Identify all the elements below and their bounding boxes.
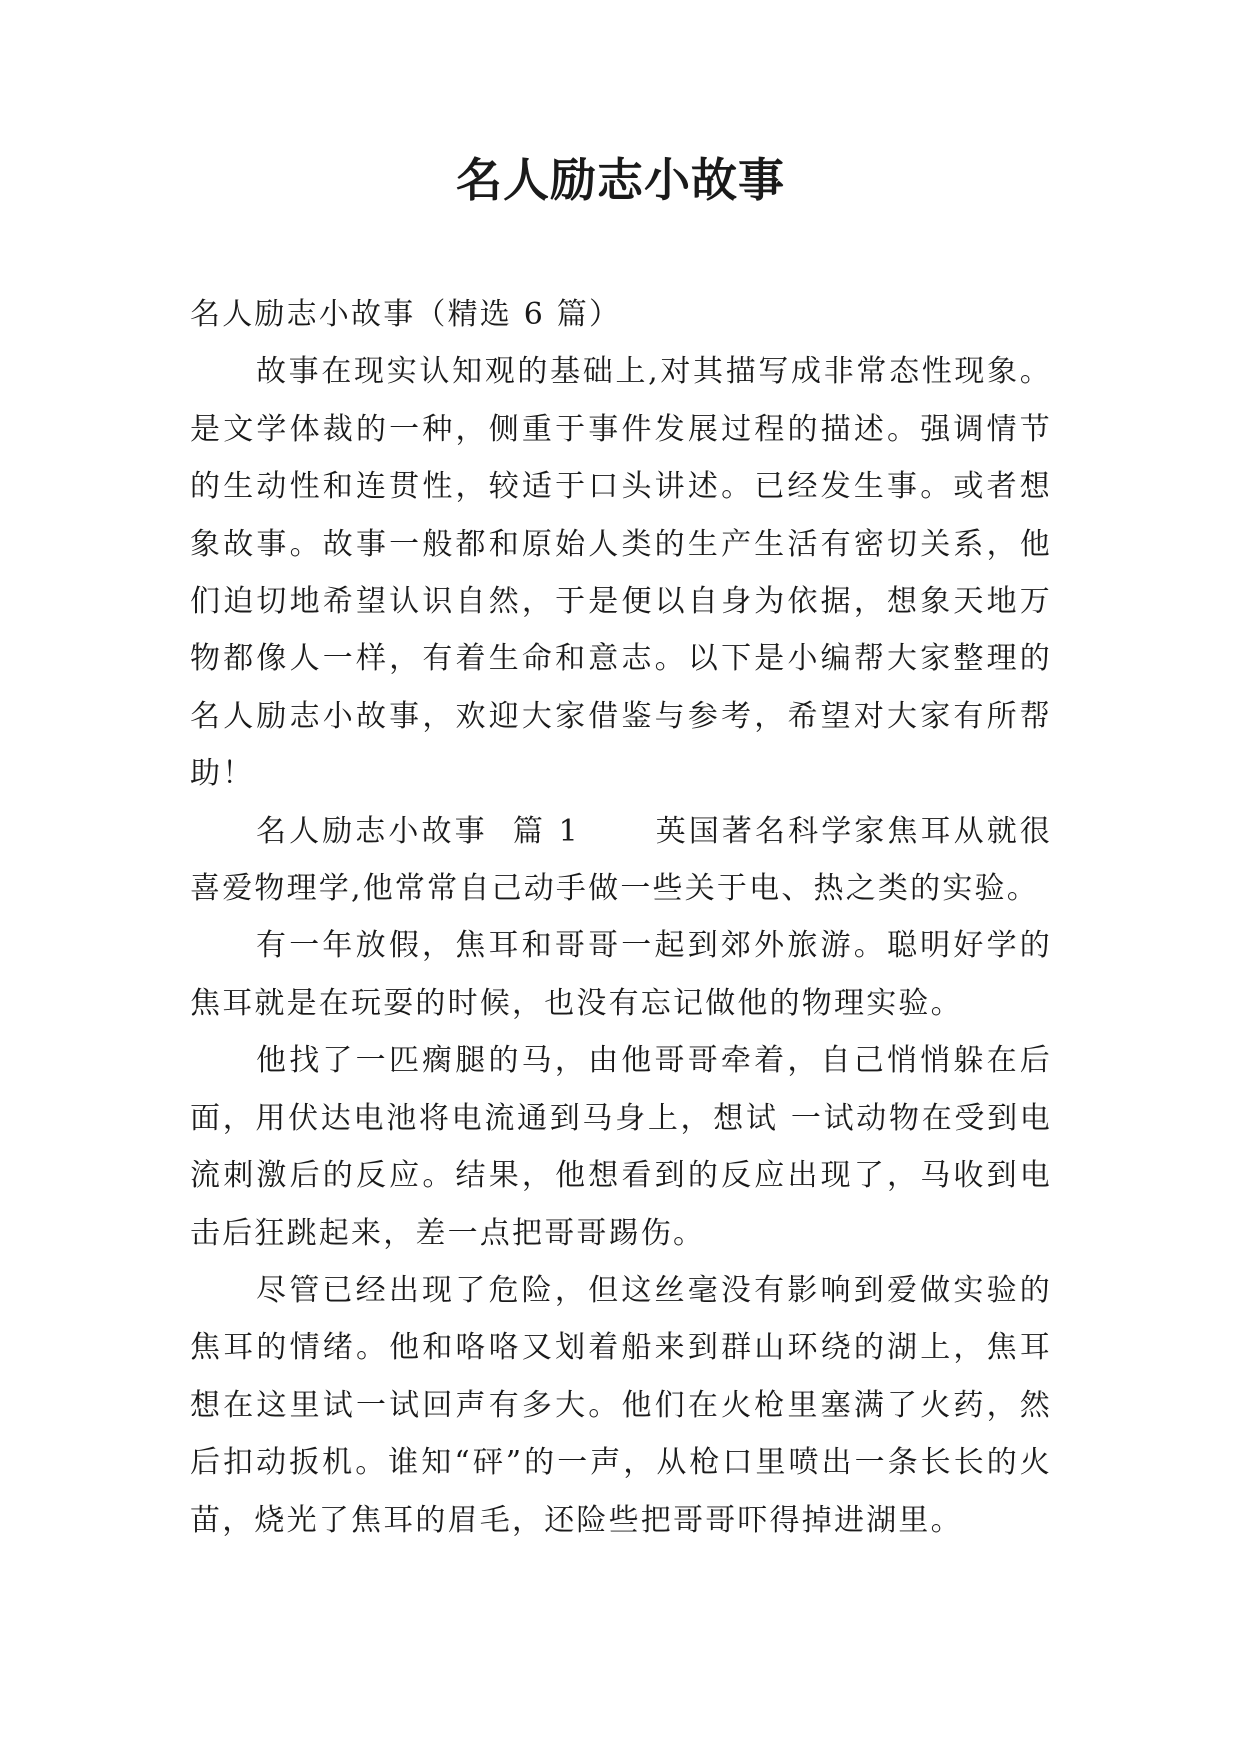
story-paragraph: 他找了一匹瘸腿的马，由他哥哥牵着，自己悄悄躲在后面，用伏达电池将电流通到马身上，想试 一试动物在受到电流刺激后的反应。结果，他想看到的反应出现了，马收到电击后狂跳起来，差一点把哥哥踢伤。 — [190, 1043, 1052, 1251]
story-paragraph: 尽管已经出现了危险，但这丝毫没有影响到爱做实验的焦耳的情绪。他和咯咯又划着船来到群山环绕的湖上，焦耳想在这里试一试回声有多大。他们在火枪里塞满了火药，然后扣动扳机。谁知“砰”的一声，从枪口里喷出一条长长的火苗，烧光了焦耳的眉毛，还险些把哥哥吓得掉进湖里。 — [190, 1272, 1052, 1538]
story-paragraph: 有一年放假，焦耳和哥哥一起到郊外旅游。聪明好学的焦耳就是在玩耍的时候，也没有忘记做他的物理实验。 — [190, 928, 1052, 1021]
document-title: 名人励志小故事 — [456, 153, 785, 207]
document-subtitle: 名人励志小故事（精选 6 篇） — [190, 297, 622, 332]
document-body — [190, 286, 1052, 1549]
story-1-opening-paragraph: 名人励志小故事 篇 1 英国著名科学家焦耳从就很喜爱物理学,他常常自己动手做一些关于电、热之类的实验。 — [190, 813, 1052, 907]
intro-paragraph: 故事在现实认知观的基础上,对其描写成非常态性现象。是文学体裁的一种，侧重于事件发展过程的描述。强调情节的生动性和连贯性，较适于口头讲述。已经发生事。或者想象故事。故事一般都和原始人类的生产生活有密切关系，他们迫切地希望认识自然，于是便以自身为依据，想象天地万物都像人一样，有着生命和意志。以下是小编帮大家整理的名人励志小故事，欢迎大家借鉴与参考，希望对大家有所帮助！ — [190, 354, 1052, 792]
